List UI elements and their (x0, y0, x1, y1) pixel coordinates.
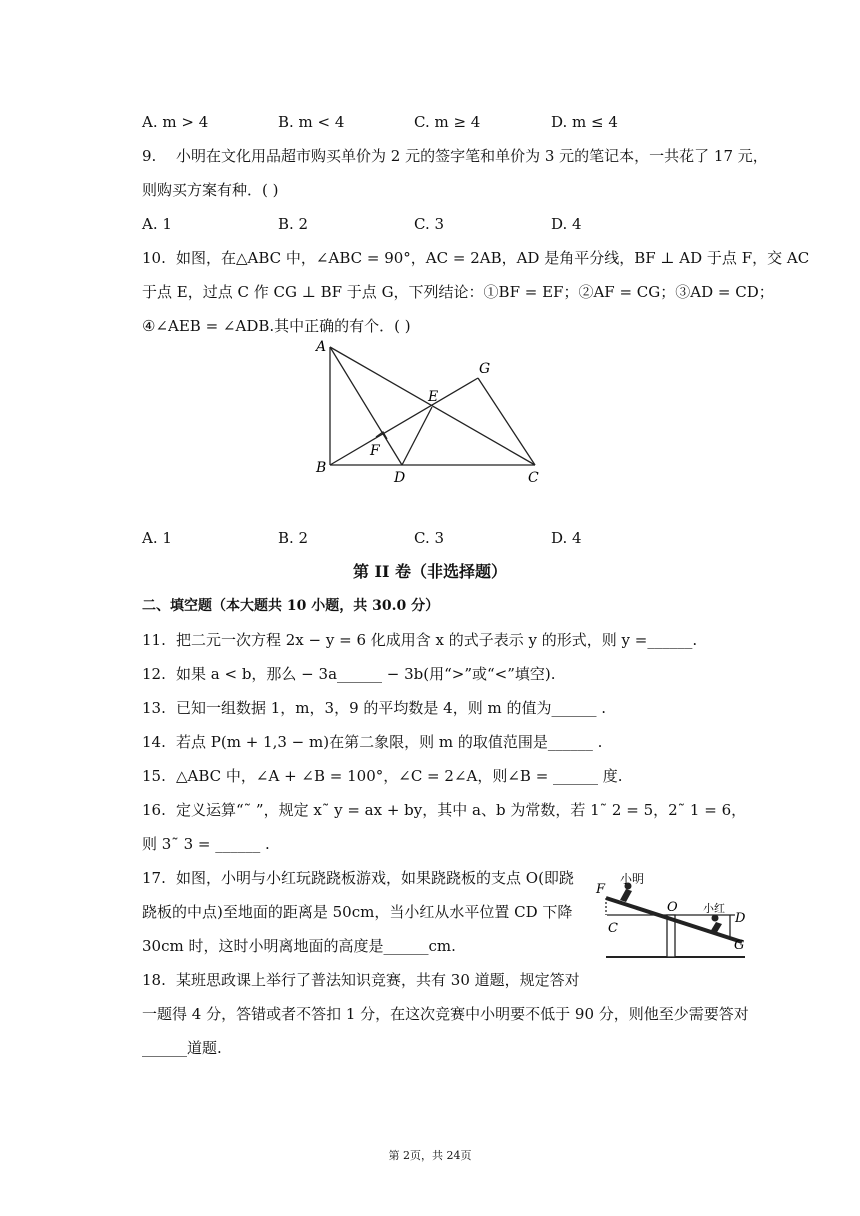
q10-option-d: D. 4 (551, 529, 582, 547)
q17-label-xiaoming: 小明 (620, 872, 645, 886)
q18-text-1: 某班思政课上举行了普法知识竞赛，共有 30 道题，规定答对 (176, 971, 580, 989)
q17-label-f: F (596, 882, 606, 897)
q15-text: △ABC 中，∠A + ∠B = 100°，∠C = 2∠A，则∠B = ______ 度. (176, 767, 623, 785)
q9-option-c: C. 3 (414, 215, 445, 233)
q17-seesaw-figure (590, 862, 750, 962)
q18-line-3: ______道题. (142, 1039, 222, 1057)
q11 (142, 630, 697, 650)
q16-text-1: 定义运算“˜ ”，规定 x˜ y = ax + by，其中 a、b 为常数，若 1˜ 2 = 5，2˜ 1 = 6， (176, 801, 747, 819)
q9-line-2: 则购买方案有种．( ) (142, 181, 279, 199)
q13-number: 13. (142, 699, 166, 717)
q12-text: 如果 a < b，那么 − 3a______ − 3b(用“>”或“<”填空). (176, 665, 556, 683)
q10-option-c: C. 3 (414, 529, 445, 547)
q17-line-3: 30cm 时，这时小明离地面的高度是______cm. (142, 937, 456, 955)
q10-label-g: G (479, 361, 491, 377)
q14-number: 14. (142, 733, 166, 751)
q10-label-d: D (394, 470, 406, 486)
q10-line-1 (142, 248, 809, 268)
q11-number: 11. (142, 631, 166, 649)
q9-line-1 (142, 146, 768, 166)
q17-label-d: D (735, 911, 746, 926)
q16-line-1 (142, 800, 746, 820)
q10-label-e: E (428, 389, 439, 405)
q17-number: 17. (142, 869, 166, 887)
q14-text: 若点 P(m + 1,3 − m)在第二象限，则 m 的取值范围是______ . (176, 733, 603, 751)
q18-line-1 (142, 970, 580, 990)
q10-number: 10. (142, 249, 166, 267)
q13-text: 已知一组数据 1，m，3，9 的平均数是 4，则 m 的值为______ . (176, 699, 606, 717)
q8-option-d: D. m ≤ 4 (551, 113, 618, 131)
q12-number: 12. (142, 665, 166, 683)
q10-label-b: B (316, 460, 327, 476)
q16-number: 16. (142, 801, 166, 819)
page-footer: 第 2页，共 24页 (388, 1149, 472, 1162)
q17-label-o: O (667, 900, 678, 915)
q17-label-xiaohong: 小红 (703, 902, 725, 915)
q8-option-b: B. m < 4 (278, 113, 345, 131)
q17-line-2: 跷板的中点)至地面的距离是 50cm，当小红从水平位置 CD 下降 (142, 903, 573, 921)
q10-text-1: 如图，在△ABC 中，∠ABC = 90°，AC = 2AB，AD 是角平分线，BF ⊥ AD 于点 F，交 AC (176, 249, 810, 267)
q10-label-a: A (316, 339, 327, 355)
q8-option-a: A. m > 4 (142, 113, 209, 131)
q10-option-a: A. 1 (142, 529, 172, 547)
q13 (142, 698, 606, 718)
part2-title: 第 II 卷（非选择题） (352, 562, 508, 581)
q17-label-c: C (608, 921, 618, 936)
q14 (142, 732, 602, 752)
q17-line-1 (142, 868, 574, 888)
q9-option-b: B. 2 (278, 215, 309, 233)
q15-number: 15. (142, 767, 166, 785)
q15 (142, 766, 623, 786)
q10-line-2: 于点 E，过点 C 作 CG ⊥ BF 于点 G，下列结论：①BF = EF；②AF = CG；③AD = CD； (142, 283, 774, 301)
q17-text-1: 如图，小明与小红玩跷跷板游戏，如果跷跷板的支点 O(即跷 (176, 869, 574, 887)
q9-number: 9. (142, 147, 157, 165)
q10-label-f: F (370, 443, 380, 459)
q8-option-c: C. m ≥ 4 (414, 113, 481, 131)
q12 (142, 664, 556, 684)
q9-option-a: A. 1 (142, 215, 172, 233)
q10-triangle-figure (305, 330, 565, 490)
q9-option-d: D. 4 (551, 215, 582, 233)
q16-line-2: 则 3˜ 3 = ______ . (142, 835, 270, 853)
q18-number: 18. (142, 971, 166, 989)
q11-text: 把二元一次方程 2x − y = 6 化成用含 x 的式子表示 y 的形式，则 y =______. (176, 631, 698, 649)
section2-header: 二、填空题（本大题共 10 小题，共 30.0 分） (142, 598, 440, 614)
q17-label-g: G (734, 938, 745, 953)
q10-line-3: ④∠AEB = ∠ADB.其中正确的有个．( ) (142, 317, 411, 335)
q10-label-c: C (528, 470, 539, 486)
q10-option-b: B. 2 (278, 529, 309, 547)
q9-text-1: 小明在文化用品超市购买单价为 2 元的签字笔和单价为 3 元的笔记本，一共花了 17 元， (176, 147, 768, 165)
q18-line-2: 一题得 4 分，答错或者不答扣 1 分，在这次竞赛中小明要不低于 90 分，则他至少需要答对 (142, 1005, 749, 1023)
